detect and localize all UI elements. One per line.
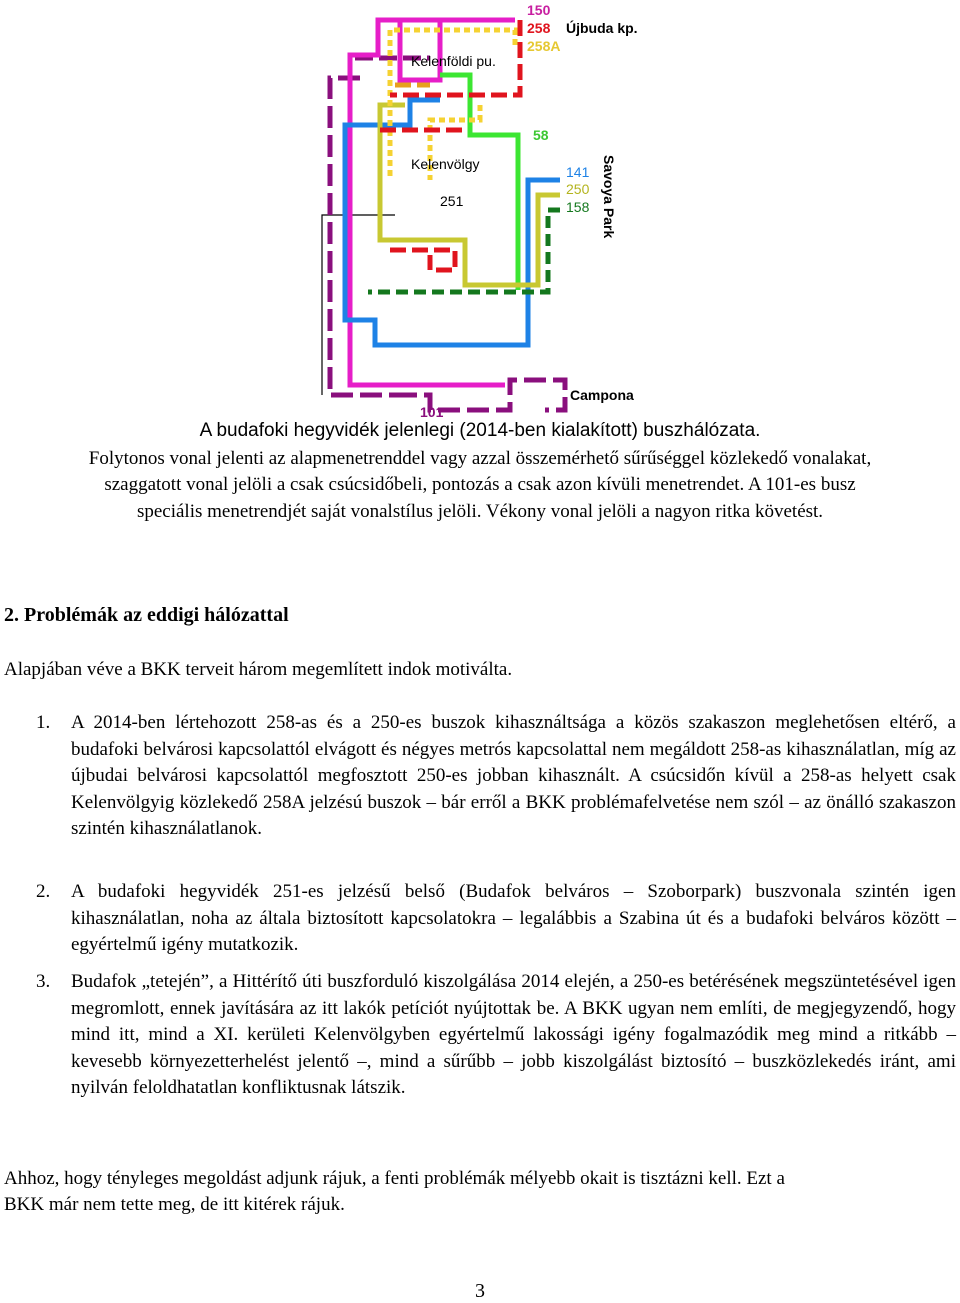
section-heading: 2. Problémák az eddigi hálózattal xyxy=(4,604,289,626)
label-250: 250 xyxy=(566,181,590,197)
label-101: 101 xyxy=(420,404,444,420)
closing-line-1: Ahhoz, hogy tényleges megoldást adjunk rájuk, a fenti problémák mélyebb okait is tisztázni kell. Ezt a xyxy=(4,1168,785,1189)
label-158: 158 xyxy=(566,199,590,215)
list-item-text: A 2014-ben lértehozott 258-as és a 250-es buszok kihasználtsága a közös szakaszon meglehetősen eltérő, a budafoki belvárosi kapcsolattól elvágott és négyes metrós kapcsolattal nem megáldott 258-as kihasználatlan, míg az újbudai belvárosi kapcsolattól megfosztott 250-es jobban kihasznált. A csúcsidőn kívül a 258-as helyett csak Kelenvölgyig közlekedő 258A jelzésú buszok – bár erről a BKK problémafelvetése nem szól – az önálló szakaszon szintén kihasználatlanok. xyxy=(71,712,956,839)
label-258a: 258A xyxy=(527,38,561,54)
list-item-text: Budafok „tetején”, a Hittérítő úti buszforduló kiszolgálása 2014 elején, a 250-es betérésének megszüntetésével igen megromlott, ennek javítására az itt lakók petíciót nyújtottak be. A BKK ugyan nem említi, de megjegyzendő, hogy mind itt, mind a XI. kerületi Kelenvölgyben egyértelmű lakossági igény fogalmazódik meg mind a ritkább – kevesebb környezetterhelést jelentő –, mind a sűrűbb – jobb kiszolgálást biztosító – buszközlekedés iránt, ami nyilván feloldhatatlan konfliktusnak látszik. xyxy=(71,971,956,1098)
closing-line-2: BKK már nem tette meg, de itt kitérek rájuk. xyxy=(4,1194,345,1215)
caption-line-3: szaggatott vonal jelöli a csak csúcsidőbeli, pontozás a csak azon kívüli menetrendet. A 101-es busz xyxy=(104,474,856,495)
route-141-line xyxy=(345,100,560,345)
page-number: 3 xyxy=(475,1280,485,1302)
list-item-number: 2. xyxy=(36,881,51,902)
list-item-text: A budafoki hegyvidék 251-es jelzésű belső (Budafok belváros – Szoborpark) buszvonala szintén igen kihasználatlan, noha az általa biztosított kapcsolatokra – legalábbis a Szabina út és a budafoki belváros között – egyértelmű igény mutatkozik. xyxy=(71,881,956,955)
label-ujbuda: Újbuda kp. xyxy=(566,20,638,36)
diagram-caption-title: A budafoki hegyvidék jelenlegi (2014-ben kialakított) buszhálózata. xyxy=(199,420,761,441)
label-campona: Campona xyxy=(570,387,634,403)
bus-network-diagram xyxy=(300,0,660,420)
section-intro: Alapjában véve a BKK terveit három megemlített indok motiválta. xyxy=(4,659,513,680)
label-58: 58 xyxy=(533,127,549,143)
caption-line-2: Folytonos vonal jelenti az alapmenetrenddel vagy azzal összemérhető sűrűséggel közlekedő vonalakat, xyxy=(88,448,872,469)
list-item-number: 3. xyxy=(36,971,51,992)
label-141: 141 xyxy=(566,164,590,180)
label-kelenfoldi: Kelenföldi pu. xyxy=(411,53,496,69)
label-150: 150 xyxy=(527,2,551,18)
caption-line-4: speciális menetrendjét saját vonalstílus jelöli. Vékony vonal jelöli a nagyon ritka követést. xyxy=(136,501,824,522)
label-kelenvolgy: Kelenvölgy xyxy=(411,156,480,172)
label-258: 258 xyxy=(527,20,551,36)
label-savoya: Savoya Park xyxy=(601,155,617,239)
list-item-number: 1. xyxy=(36,712,51,733)
label-251: 251 xyxy=(440,193,464,209)
